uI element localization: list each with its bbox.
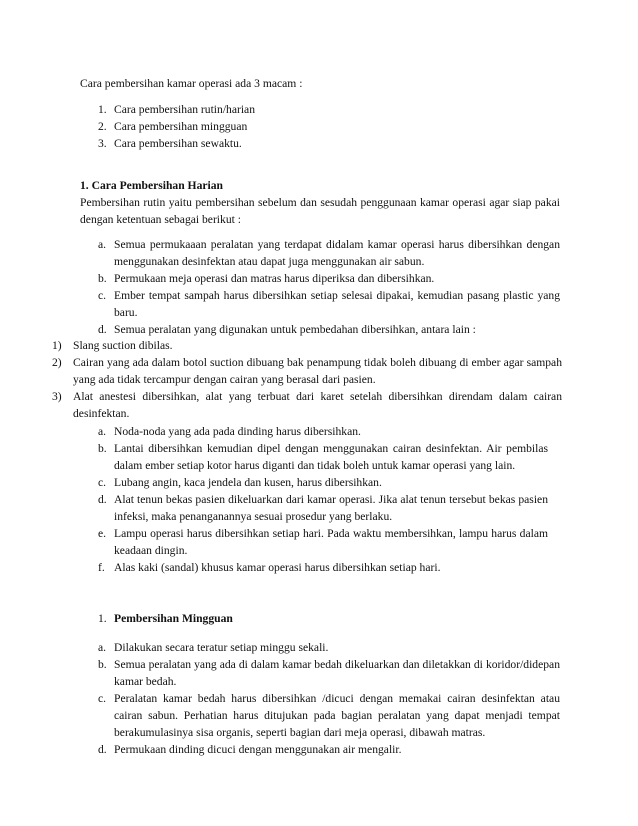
equipment-steps-list (52, 337, 562, 422)
list-text: Permukaan dinding dicuci dengan menggunakan air mengalir. (114, 743, 402, 756)
list-marker: c. (98, 476, 107, 489)
list-marker: 2) (52, 356, 62, 369)
list-marker: d. (98, 493, 107, 506)
list-text: Cara pembersihan mingguan (114, 120, 248, 133)
list-text: Alat tenun bekas pasien dikeluarkan dari kamar operasi. Jika alat tenun tersebut bekas pasien infeksi, maka penanganannya sesuai prosedur yang berlaku. (114, 493, 548, 523)
daily-items-list-2 (98, 423, 548, 576)
list-item (52, 388, 562, 422)
list-marker: 2. (98, 120, 107, 133)
list-text: Cairan yang ada dalam botol suction dibuang bak penampung tidak boleh dibuang di ember agar sampah yang ada tidak tercampur dengan cairan yang berasal dari pasien. (73, 356, 562, 386)
list-marker: d. (98, 323, 107, 336)
list-item (52, 337, 562, 354)
list-text: Semua peralatan yang ada di dalam kamar bedah dikeluarkan dan diletakkan di koridor/didepan kamar bedah. (114, 658, 560, 688)
list-item (98, 690, 560, 741)
list-item (98, 236, 560, 270)
section-heading-weekly (98, 610, 548, 627)
list-text: Alas kaki (sandal) khusus kamar operasi harus dibersihkan setiap hari. (114, 561, 441, 574)
list-marker: b. (98, 442, 107, 455)
list-text: Lampu operasi harus dibersihkan setiap hari. Pada waktu membersihkan, lampu harus dalam keadaan dingin. (114, 527, 548, 557)
list-marker: c. (98, 692, 107, 705)
list-item (98, 525, 548, 559)
list-text: Noda-noda yang ada pada dinding harus dibersihkan. (114, 425, 361, 438)
list-marker: d. (98, 743, 107, 756)
list-item (98, 321, 560, 338)
list-item (98, 491, 548, 525)
list-text: Cara pembersihan sewaktu. (114, 137, 242, 150)
list-marker: e. (98, 527, 107, 540)
list-item (98, 440, 548, 474)
list-text: Semua permukaaan peralatan yang terdapat didalam kamar operasi harus dibersihkan dengan menggunakan desinfektan atau dapat juga menggunakan air sabun. (114, 238, 560, 268)
list-text: Dilakukan secara teratur setiap minggu sekali. (114, 641, 329, 654)
list-item (98, 559, 548, 576)
section-heading-daily: 1. Cara Pembersihan Harian (80, 179, 223, 192)
list-marker: c. (98, 289, 107, 302)
list-item (98, 118, 558, 135)
cleaning-types-list (98, 101, 558, 152)
list-marker: f. (98, 561, 105, 574)
list-text: Lantai dibersihkan kemudian dipel dengan menggunakan cairan desinfektan. Air pembilas dalam ember setiap kotor harus diganti dan tidak boleh untuk kamar operasi yang lain. (114, 442, 548, 472)
heading-marker: 1. (98, 612, 107, 625)
list-item (98, 656, 560, 690)
list-text: Permukaan meja operasi dan matras harus diperiksa dan dibersihkan. (114, 272, 435, 285)
list-item (98, 423, 548, 440)
list-marker: a. (98, 425, 107, 438)
list-text: Cara pembersihan rutin/harian (114, 103, 256, 116)
list-item (52, 354, 562, 388)
list-marker: b. (98, 272, 107, 285)
list-text: Lubang angin, kaca jendela dan kusen, harus dibersihkan. (114, 476, 382, 489)
list-text: Ember tempat sampah harus dibersihkan setiap selesai dipakai, kemudian pasang plastic yang baru. (114, 289, 560, 319)
daily-items-list (98, 236, 560, 338)
list-item (98, 474, 548, 491)
list-marker: 3. (98, 137, 107, 150)
heading-text: Pembersihan Mingguan (114, 612, 233, 625)
list-item (98, 270, 560, 287)
list-item (98, 741, 560, 758)
list-marker: b. (98, 658, 107, 671)
list-text: Semua peralatan yang digunakan untuk pembedahan dibersihkan, antara lain : (114, 323, 476, 336)
list-item (98, 287, 560, 321)
list-marker: a. (98, 641, 107, 654)
list-text: Peralatan kamar bedah harus dibersihkan /dicuci dengan memakai cairan desinfektan atau cairan sabun. Perhatian harus ditujukan pada bagian peralatan yang dapat menjadi tempat berakumulasinya sisa organis, seperti bagian dari meja operasi, dibawah matras. (114, 692, 560, 739)
intro-line: Cara pembersihan kamar operasi ada 3 macam : (80, 77, 303, 90)
list-marker: 1) (52, 339, 62, 352)
list-item (98, 101, 558, 118)
list-text: Alat anestesi dibersihkan, alat yang terbuat dari karet setelah dibersihkan direndam dalam cairan desinfektan. (73, 390, 562, 420)
weekly-items-list (98, 639, 560, 758)
list-item (98, 639, 560, 656)
list-marker: 3) (52, 390, 62, 403)
list-text: Slang suction dibilas. (73, 339, 173, 352)
section-paragraph-daily: Pembersihan rutin yaitu pembersihan sebelum dan sesudah penggunaan kamar operasi agar siap pakai dengan ketentuan sebagai berikut : (80, 196, 560, 226)
list-marker: 1. (98, 103, 107, 116)
list-item (98, 135, 558, 152)
list-marker: a. (98, 238, 107, 251)
